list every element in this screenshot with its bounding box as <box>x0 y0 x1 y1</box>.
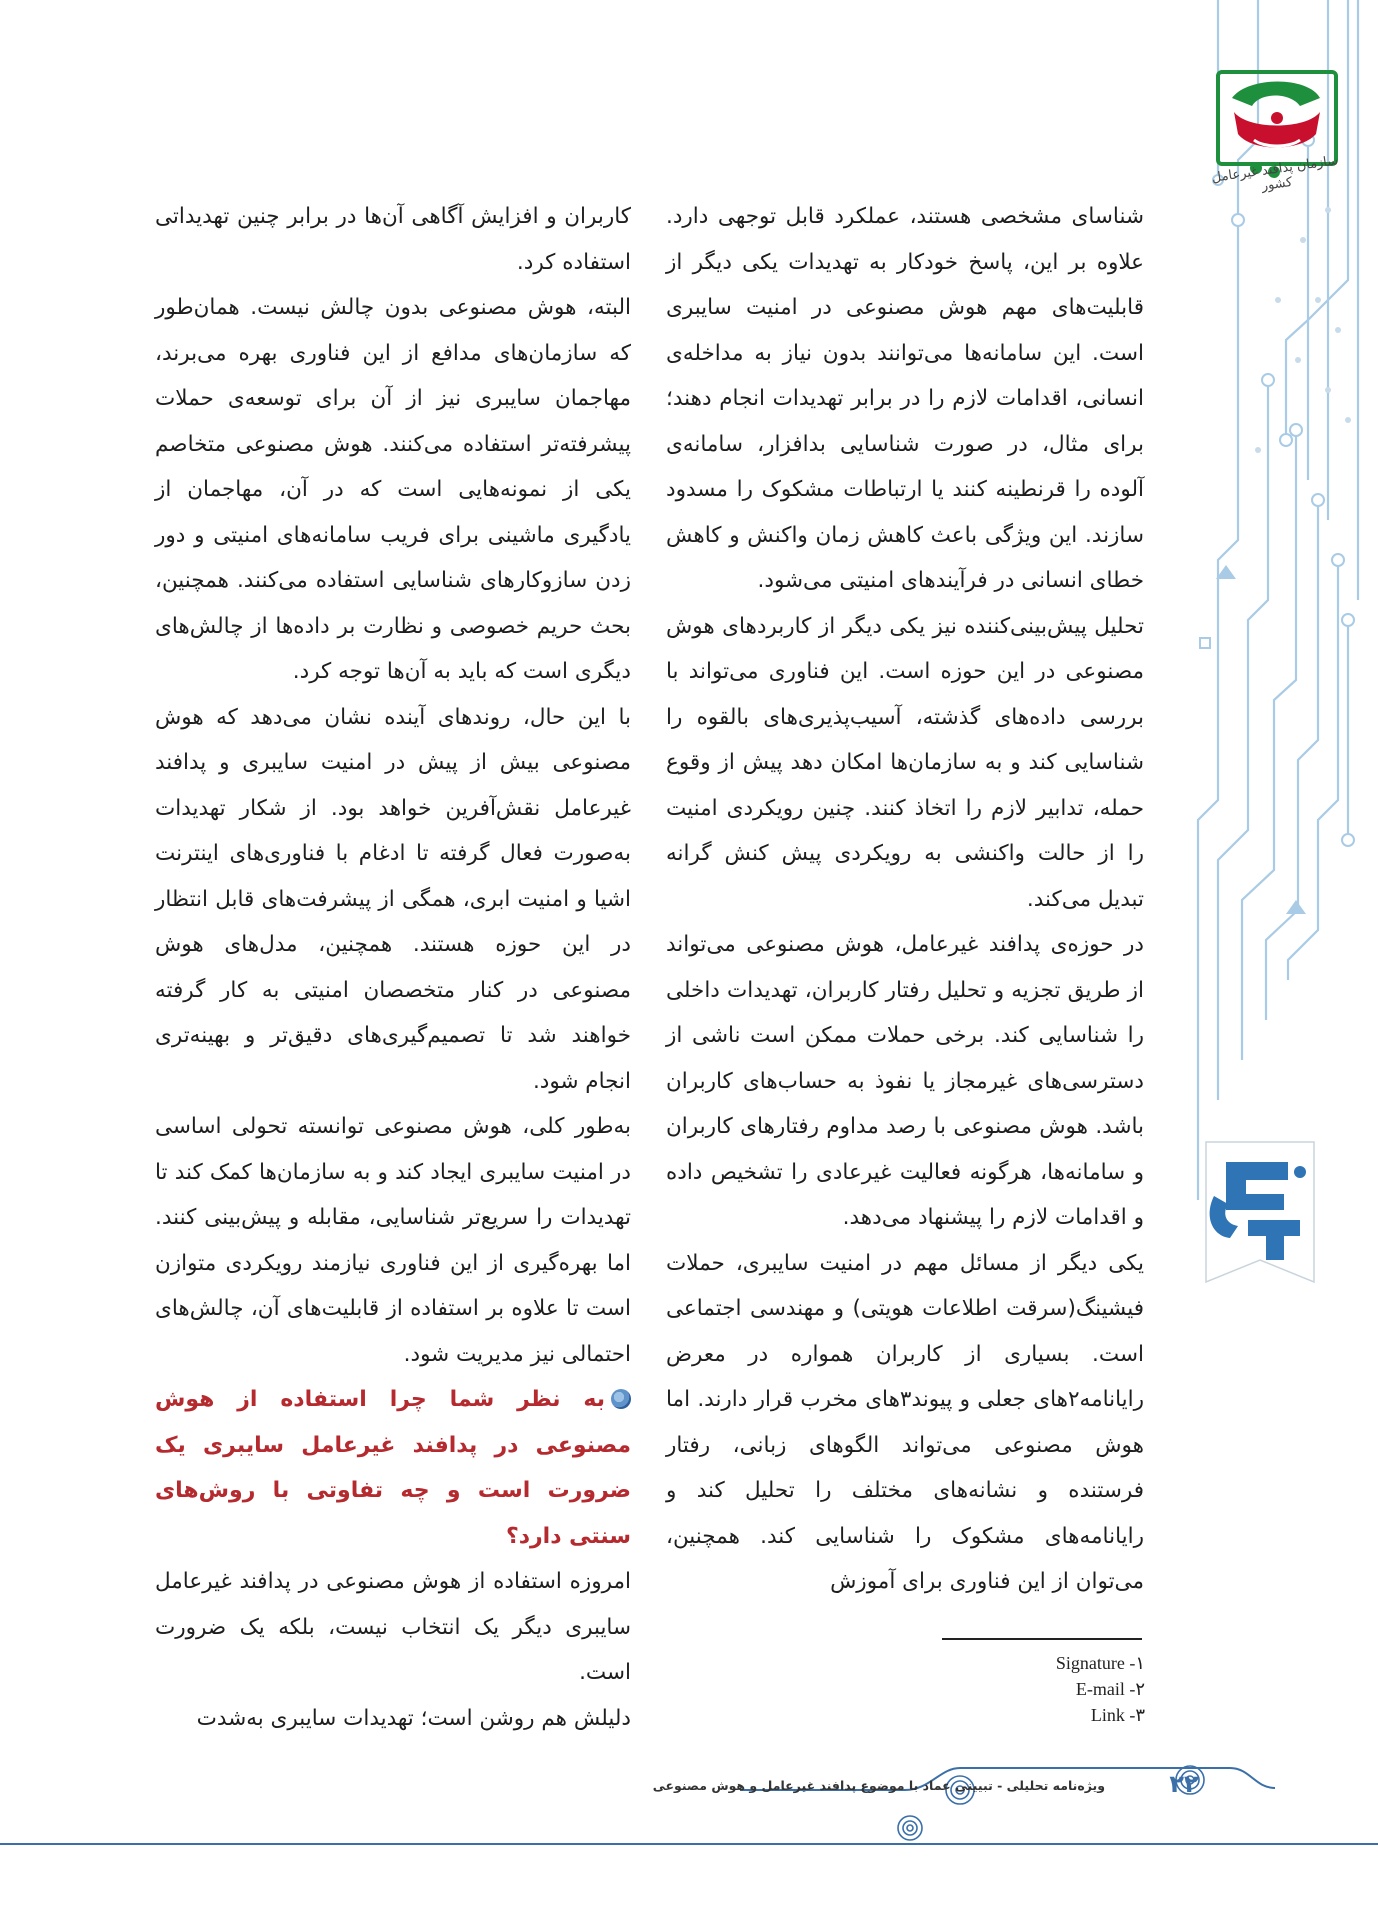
paragraph: البته، هوش مصنوعی بدون چالش نیست. همان‌طور که سازمان‌های مدافع از این فناوری بهره می‌برند، مهاجمان سایبری نیز از آن برای توسعه‌ی حملات پیشرفته‌تر استفاده می‌کنند. هوش مصنوعی متخاصم یکی از نمونه‌هایی است که در آن، مهاجمان از یادگیری ماشینی برای فریب سامانه‌های امنیتی و دور زدن سازوکارهای شناسایی استفاده می‌کنند. همچنین، بحث حریم خصوصی و نظارت بر داده‌ها از چالش‌های دیگری است که باید به آن‌ها توجه کرد. <box>155 295 631 684</box>
question-text: به نظر شما چرا استفاده از هوش مصنوعی در پدافند غیرعامل سایبری یک ضرورت است و چه تفاوتی با روش‌های سنتی دارد؟ <box>155 1387 631 1549</box>
question-bullet-icon <box>611 1389 631 1409</box>
footer-publication-title: ویژه‌نامه تحلیلی - تبیینی عماد با موضوع پدافند غیرعامل و هوش مصنوعی <box>652 1778 1105 1793</box>
footnote-item: E-mail -۲ <box>1075 1679 1145 1699</box>
footnote-item: Link -۳ <box>1090 1705 1145 1725</box>
paragraph: امروزه استفاده از هوش مصنوعی در پدافند غیرعامل سایبری دیگر یک انتخاب نیست، بلکه یک ضرورت است. <box>155 1569 631 1685</box>
emad-logo-icon <box>1196 1132 1324 1292</box>
footnote-item: Signature -۱ <box>1055 1653 1145 1673</box>
page-number: ۲۲ <box>1169 1770 1199 1798</box>
paragraph: به‌طور کلی، هوش مصنوعی توانسته تحولی اساسی در امنیت سایبری ایجاد کند و به سازمان‌ها کمک کند تا تهدیدات را سریع‌تر شناسایی، مقابله و پیش‌بینی کنند. اما بهره‌گیری از این فناوری نیازمند رویکردی متوازن است تا علاوه بر استفاده از قابلیت‌های آن، چالش‌های احتمالی نیز مدیریت شود. <box>155 1114 631 1367</box>
paragraph: دلیلش هم روشن است؛ تهدیدات سایبری به‌شدت <box>196 1705 631 1731</box>
right-text-column <box>666 194 1144 1605</box>
paragraph: شناسای مشخصی هستند، عملکرد قابل توجهی دارد. علاوه بر این، پاسخ خودکار به تهدیدات یکی دیگر از قابلیت‌های مهم هوش مصنوعی در امنیت سایبری است. این سامانه‌ها می‌توانند بدون نیاز به مداخله‌ی انسانی، اقدامات لازم را در برابر تهدیدات انجام دهند؛ برای مثال، در صورت شناسایی بدافزار، سامانه‌ی آلوده را قرنطینه کنند یا ارتباطات مشکوک را مسدود سازند. این ویژگی باعث کاهش زمان واکنش و کاهش خطای انسانی در فرآیندهای امنیتی می‌شود. <box>666 204 1144 593</box>
paragraph: با این حال، روندهای آینده نشان می‌دهد که هوش مصنوعی بیش از پیش در امنیت سایبری و پدافند غیرعامل نقش‌آفرین خواهد بود. از شکار تهدیدات به‌صورت فعال گرفته تا ادغام با فناوری‌های اینترنت اشیا و امنیت ابری، همگی از پیشرفت‌های قابل انتظار در این حوزه هستند. همچنین، مدل‌های هوش مصنوعی در کنار متخصصان امنیتی به کار گرفته خواهند شد تا تصمیم‌گیری‌های دقیق‌تر و بهینه‌تری انجام شود. <box>155 704 631 1094</box>
paragraph: یکی دیگر از مسائل مهم در امنیت سایبری، حملات فیشینگ(سرقت اطلاعات هویتی) و مهندسی اجتماعی است. بسیاری از کاربران همواره در معرض رایانامه۲های جعلی و پیوند۳های مخرب قرار دارند. اما هوش مصنوعی می‌تواند الگوهای زبانی، رفتار فرستنده و نشانه‌های مختلف را تحلیل کند و رایانامه‌های مشکوک را شناسایی کند. همچنین، می‌توان از این فناوری برای آموزش <box>666 1250 1145 1594</box>
paragraph: کاربران و افزایش آگاهی آن‌ها در برابر چنین تهدیداتی استفاده کرد. <box>155 204 631 275</box>
footnote-divider <box>942 1638 1142 1640</box>
left-text-column <box>155 194 631 1741</box>
paragraph: تحلیل پیش‌بینی‌کننده نیز یکی دیگر از کاربردهای هوش مصنوعی در این حوزه است. این فناوری می‌تواند با بررسی داده‌های گذشته، آسیب‌پذیری‌های بالقوه را شناسایی کند و به سازمان‌ها امکان دهد پیش از وقوع حمله، تدابیر لازم را اتخاذ کنند. چنین رویکردی امنیت را از حالت واکنشی به رویکردی پیش کنش گرانه تبدیل می‌کند. <box>666 613 1144 912</box>
paragraph: در حوزه‌ی پدافند غیرعامل، هوش مصنوعی می‌تواند از طریق تجزیه و تحلیل رفتار کاربران، تهدیدات داخلی را شناسایی کند. برخی حملات ممکن است ناشی از دسترسی‌های غیرمجاز یا نفوذ به حساب‌های کاربران باشد. هوش مصنوعی با رصد مداوم رفتارهای کاربران و سامانه‌ها، هرگونه فعالیت غیرعادی را تشخیص داده و اقدامات لازم را پیشنهاد می‌دهد. <box>666 932 1144 1230</box>
footnotes <box>980 1650 1145 1728</box>
interview-question <box>155 1377 631 1559</box>
organization-name: سازمان پدافند غیرعامل کشور <box>1210 153 1340 194</box>
